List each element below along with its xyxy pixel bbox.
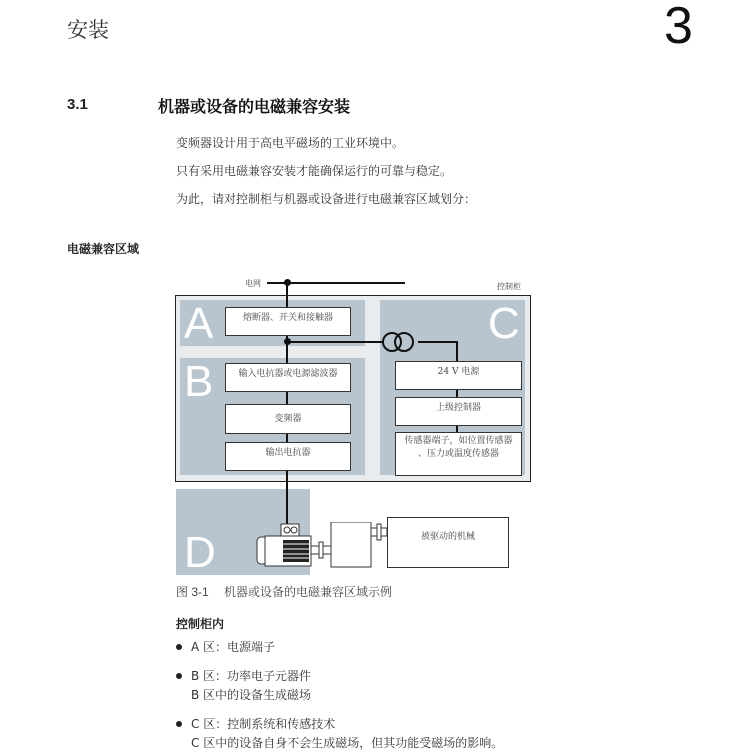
zone-d-letter: D: [184, 528, 216, 577]
transformer-icon: [380, 331, 420, 353]
cabinet-label: 控制柜: [497, 282, 521, 291]
list-item: [176, 667, 311, 705]
intro-paragraph-1: 变频器设计用于高电平磁场的工业环境中。: [176, 136, 405, 150]
sensors-line-1: 传感器端子，如位置传感器: [404, 436, 513, 446]
list-item: [176, 715, 503, 753]
list-item: [176, 638, 275, 657]
box-controller: 上级控制器: [395, 397, 522, 426]
section-title: 机器或设备的电磁兼容安装: [158, 97, 351, 116]
bullet-icon: [176, 721, 182, 727]
intro-paragraph-2: 只有采用电磁兼容安装才能确保运行的可靠与稳定。: [176, 164, 453, 178]
chapter-title: 安装: [67, 18, 109, 42]
branch-line: [286, 341, 384, 343]
chapter-number: 3: [664, 0, 693, 55]
list-item-subtext: B 区中的设备生成磁场: [191, 688, 312, 702]
sensors-line-2: 、压力或温度传感器: [417, 449, 499, 459]
zone-b-letter: B: [184, 357, 214, 406]
motor-cable: [286, 480, 288, 525]
emc-zone-diagram: [175, 275, 535, 580]
subheading: 电磁兼容区域: [67, 242, 140, 256]
box-driven-machine: 被驱动的机械: [387, 517, 509, 568]
figure-number: 图 3-1: [176, 585, 209, 599]
figure-caption: [176, 583, 392, 600]
box-input-reactor: 输入电抗器或电源滤波器: [225, 363, 351, 392]
list-heading: 控制柜内: [176, 617, 225, 631]
list-item-text: A 区：电源端子: [191, 640, 276, 654]
intro-paragraph-3: 为此，请对控制柜与机器或设备进行电磁兼容区域划分：: [176, 192, 477, 206]
junction-dot: [284, 338, 291, 345]
grid-label: 电网: [245, 279, 261, 288]
box-sensors: [395, 432, 522, 476]
list-item-subtext: C 区中的设备自身不会生成磁场，但其功能受磁场的影响。: [191, 736, 504, 750]
bullet-icon: [176, 644, 182, 650]
branch-line: [418, 341, 458, 343]
box-output-reactor: 输出电抗器: [225, 442, 351, 471]
box-24v-psu: 24 V 电源: [395, 361, 522, 390]
zone-a-letter: A: [184, 299, 214, 348]
bullet-icon: [176, 673, 182, 679]
branch-line: [456, 341, 458, 361]
section-number: 3.1: [67, 96, 88, 113]
box-fuses: 熔断器、开关和接触器: [225, 307, 351, 336]
box-inverter: 变频器: [225, 404, 351, 434]
zone-c-letter: C: [488, 299, 520, 348]
list-item-text: B 区：功率电子元器件: [191, 669, 312, 683]
figure-title: 机器或设备的电磁兼容区域示例: [223, 585, 392, 599]
list-item-text: C 区：控制系统和传感技术: [191, 717, 336, 731]
